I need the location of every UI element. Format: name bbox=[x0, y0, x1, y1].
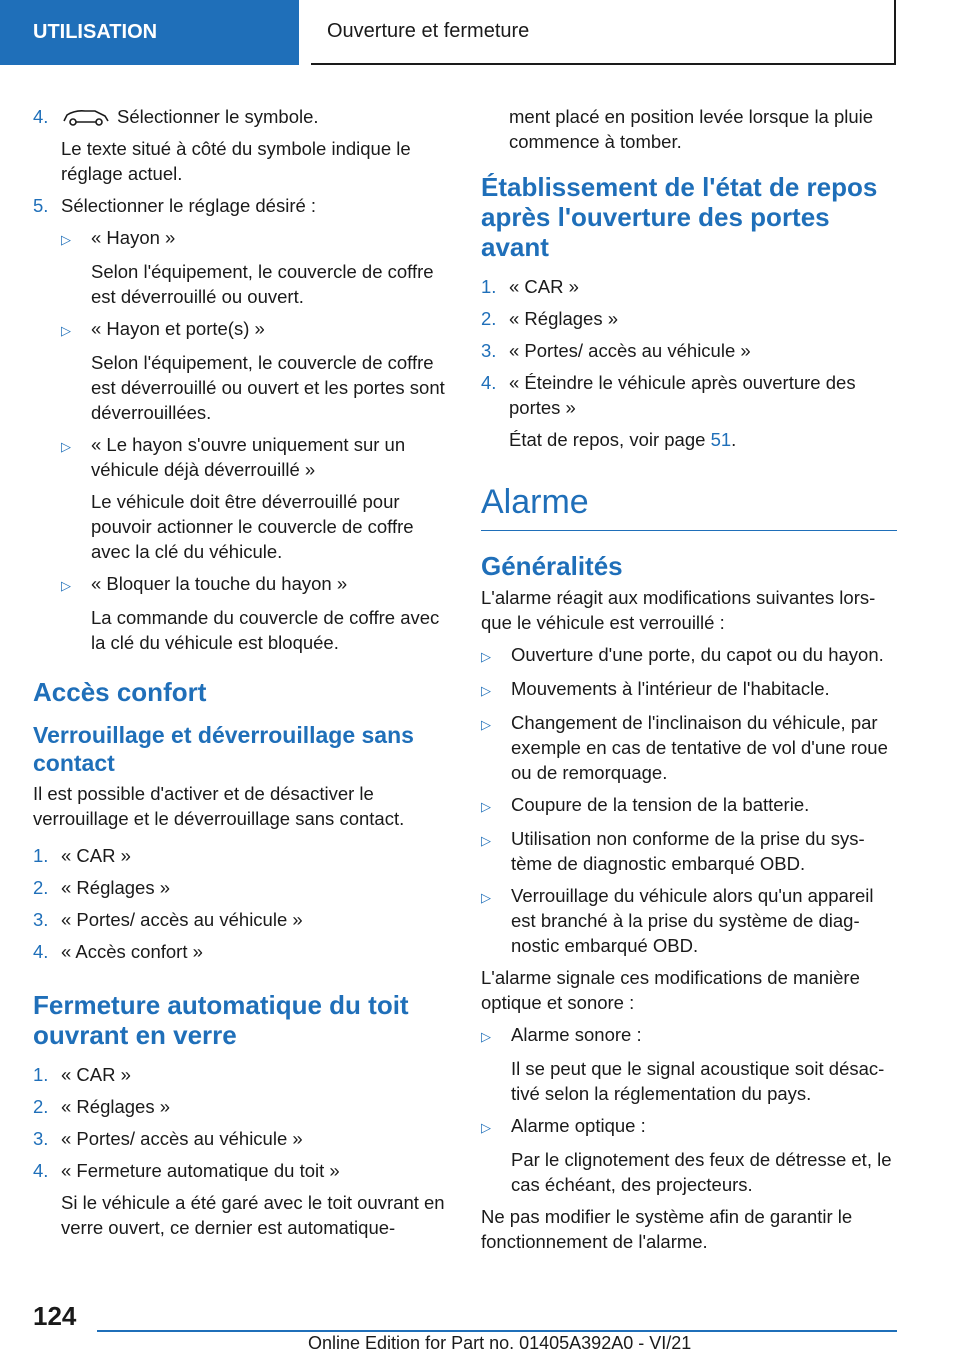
list-item: ▷ Ouverture d'une porte, du capot ou du hayon. bbox=[481, 642, 897, 669]
alarm-signal-intro: L'alarme signale ces modifications de manière optique et sonore : bbox=[481, 967, 860, 1013]
triangle-bullet-icon: ▷ bbox=[481, 717, 491, 732]
list-item: 4. « Accès confort » bbox=[33, 941, 203, 962]
heading-alarm: Alarme bbox=[481, 482, 897, 531]
triangle-bullet-icon: ▷ bbox=[61, 439, 71, 454]
list-item: ▷ Utilisation non conforme de la prise du sys- tème de diagnostic embarqué OBD. bbox=[481, 828, 865, 874]
option-desc: La commande du couvercle de coffre avec la clé du véhicule est bloquée. bbox=[91, 607, 440, 653]
signal-desc: Par le clignotement des feux de détresse et, le cas échéant, des projecteurs. bbox=[511, 1149, 892, 1195]
step-number: 4. bbox=[33, 106, 49, 127]
list-item: ▷ Alarme sonore : bbox=[481, 1022, 897, 1049]
step-5: 5. Sélectionner le réglage désiré : bbox=[33, 193, 449, 218]
roof-note-continued: ment placé en position levée lorsque la pluie commence à tomber. bbox=[509, 106, 874, 152]
list-item: 2. « Réglages » bbox=[33, 1096, 171, 1117]
page-number: 124 bbox=[33, 1301, 77, 1331]
alarm-warning: Ne pas modifier le système afin de garantir le fonctionnement de l'alarme. bbox=[481, 1206, 853, 1252]
list-item: 4. « Éteindre le véhicule après ouverture des portes » bbox=[481, 372, 856, 418]
option-item: ▷ « Bloquer la touche du hayon » bbox=[61, 571, 449, 598]
step-4 bbox=[33, 104, 449, 129]
footer-divider bbox=[97, 1330, 897, 1332]
left-column bbox=[33, 104, 449, 1247]
option-item: ▷ « Hayon » bbox=[61, 225, 449, 252]
heading-rest-state: Établissement de l'état de repos après l'ouverture des portes avant bbox=[481, 172, 878, 262]
option-list bbox=[61, 225, 449, 655]
option-desc: Selon l'équipement, le couvercle de coffre est déverrouillé ou ouvert et les portes sont déverrouillées. bbox=[91, 352, 445, 423]
roof-steps bbox=[33, 1062, 449, 1183]
heading-comfort-access: Accès confort bbox=[33, 677, 207, 707]
triangle-bullet-icon: ▷ bbox=[481, 1120, 491, 1135]
list-item: 3. « Portes/ accès au véhicule » bbox=[33, 1128, 303, 1149]
triangle-bullet-icon: ▷ bbox=[61, 232, 71, 247]
list-item: ▷ Verrouillage du véhicule alors qu'un appareil est branché à la prise du système de diag- nostic embarqué OBD. bbox=[481, 885, 874, 956]
triangle-bullet-icon: ▷ bbox=[61, 578, 71, 593]
list-item: 2. « Réglages » bbox=[33, 877, 171, 898]
alarm-intro: L'alarme réagit aux modifications suivantes lors- que le véhicule est verrouillé : bbox=[481, 587, 876, 633]
page-link[interactable]: 51 bbox=[710, 429, 732, 450]
option-desc: Le véhicule doit être déverrouillé pour pouvoir actionner le couvercle de coffre avec la clé du véhicule. bbox=[91, 491, 414, 562]
lock-steps bbox=[33, 843, 449, 964]
right-column bbox=[481, 104, 897, 1261]
list-item: 4. « Fermeture automatique du toit » bbox=[33, 1160, 340, 1181]
list-item: ▷ Mouvements à l'intérieur de l'habitacle. bbox=[481, 676, 897, 703]
list-item: 3. « Portes/ accès au véhicule » bbox=[33, 909, 303, 930]
roof-note: Si le véhicule a été garé avec le toit ouvrant en verre ouvert, ce dernier est automatique- bbox=[61, 1192, 445, 1238]
heading-auto-roof: Fermeture automatique du toit ouvrant en verre bbox=[33, 990, 409, 1050]
step-4-note: Le texte situé à côté du symbole indique le réglage actuel. bbox=[61, 138, 411, 184]
option-item: ▷ « Hayon et porte(s) » bbox=[61, 316, 449, 343]
list-item: 3. « Portes/ accès au véhicule » bbox=[481, 340, 751, 361]
rest-note: État de repos, voir page 51. bbox=[509, 429, 737, 450]
option-desc: Selon l'équipement, le couvercle de coffre est déverrouillé ou ouvert. bbox=[91, 261, 434, 307]
triangle-bullet-icon: ▷ bbox=[481, 1029, 491, 1044]
list-item: 1. « CAR » bbox=[33, 1064, 131, 1085]
signal-list bbox=[481, 1022, 897, 1197]
footer-edition: Online Edition for Part no. 01405A392A0 - VI/21 bbox=[308, 1333, 692, 1353]
list-item: ▷ Changement de l'inclinaison du véhicule, par exemple en cas de tentative de vol d'une roue ou de remorquage. bbox=[481, 712, 888, 783]
section-title: UTILISATION bbox=[33, 21, 158, 43]
list-item: 1. « CAR » bbox=[33, 845, 131, 866]
signal-desc: Il se peut que le signal acoustique soit désac- tivé selon la réglementation du pays. bbox=[511, 1058, 885, 1104]
triangle-bullet-icon: ▷ bbox=[481, 799, 491, 814]
triangle-bullet-icon: ▷ bbox=[481, 890, 491, 905]
step-4-text: Sélectionner le symbole. bbox=[117, 106, 319, 127]
rest-steps bbox=[481, 274, 897, 420]
triangle-bullet-icon: ▷ bbox=[481, 833, 491, 848]
section-tab bbox=[0, 0, 299, 65]
chapter-header bbox=[311, 0, 896, 65]
list-item: ▷ Coupure de la tension de la batterie. bbox=[481, 792, 897, 819]
alarm-trigger-list bbox=[481, 642, 897, 958]
car-trunk-icon bbox=[61, 108, 111, 126]
lock-intro: Il est possible d'activer et de désactiver le verrouillage et le déverrouillage sans contact. bbox=[33, 783, 405, 829]
heading-general: Généralités bbox=[481, 551, 623, 581]
triangle-bullet-icon: ▷ bbox=[61, 323, 71, 338]
list-item: ▷ Alarme optique : bbox=[481, 1113, 897, 1140]
step-5-text: Sélectionner le réglage désiré : bbox=[61, 195, 317, 216]
option-item: ▷ « Le hayon s'ouvre uniquement sur un véhicule déjà déverrouillé » bbox=[61, 434, 406, 480]
triangle-bullet-icon: ▷ bbox=[481, 649, 491, 664]
chapter-title: Ouverture et fermeture bbox=[327, 20, 530, 42]
triangle-bullet-icon: ▷ bbox=[481, 683, 491, 698]
heading-contactless-lock: Verrouillage et déverrouillage sans contact bbox=[33, 722, 414, 776]
list-item: 2. « Réglages » bbox=[481, 308, 619, 329]
list-item: 1. « CAR » bbox=[481, 276, 579, 297]
